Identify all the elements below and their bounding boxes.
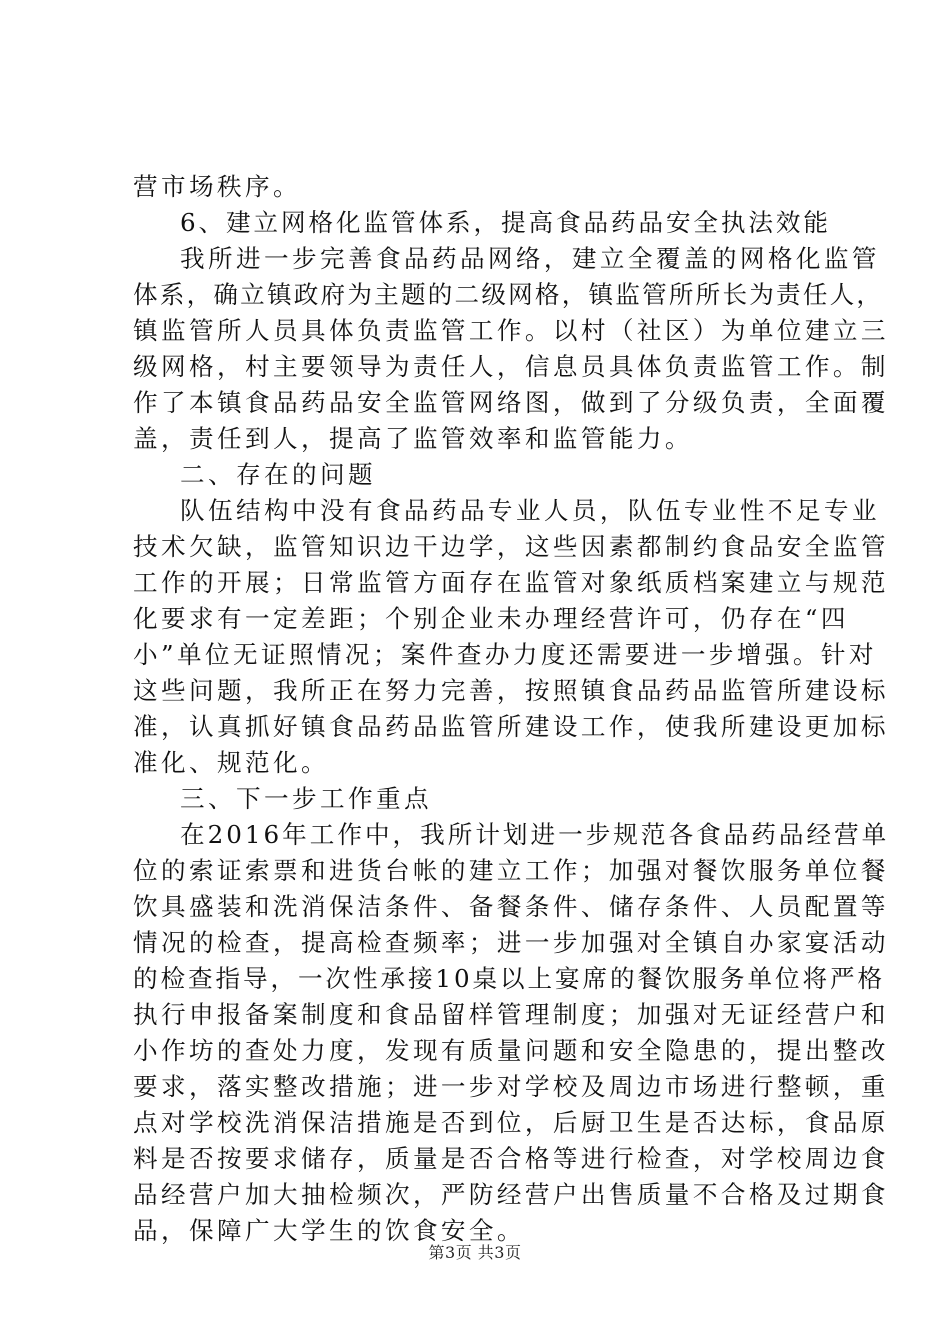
text-line: 品，保障广大学生的饮食安全。 bbox=[133, 1216, 525, 1245]
text-line: 准化、规范化。 bbox=[133, 748, 329, 777]
text-line: 执行申报备案制度和食品留样管理制度；加强对无证经营户和 bbox=[133, 1000, 889, 1029]
text-line: 化要求有一定差距；个别企业未办理经营许可，仍存在“四 bbox=[133, 604, 849, 633]
text-line: 这些问题，我所正在努力完善，按照镇食品药品监管所建设标 bbox=[133, 676, 889, 705]
text-line: 要求，落实整改措施；进一步对学校及周边市场进行整顿，重 bbox=[133, 1072, 889, 1101]
text-line: 镇监管所人员具体负责监管工作。以村（社区）为单位建立三 bbox=[133, 316, 889, 345]
text-line: 体系，确立镇政府为主题的二级网格，镇监管所所长为责任人， bbox=[133, 280, 884, 309]
text-line: 工作的开展；日常监管方面存在监管对象纸质档案建立与规范 bbox=[133, 568, 889, 597]
text-line: 盖，责任到人，提高了监管效率和监管能力。 bbox=[133, 424, 693, 453]
text-line: 技术欠缺，监管知识边干边学，这些因素都制约食品安全监管 bbox=[133, 532, 889, 561]
text-line: 饮具盛装和洗消保洁条件、备餐条件、储存条件、人员配置等 bbox=[133, 892, 889, 921]
text-line: 队伍结构中没有食品药品专业人员，队伍专业性不足专业 bbox=[180, 496, 880, 525]
text-line: 级网格，村主要领导为责任人，信息员具体负责监管工作。制 bbox=[133, 352, 889, 381]
text-line: 料是否按要求储存，质量是否合格等进行检查，对学校周边食 bbox=[133, 1144, 889, 1173]
text-line: 的检查指导，一次性承接10桌以上宴席的餐饮服务单位将严格 bbox=[133, 964, 885, 993]
section-heading: 6、建立网格化监管体系，提高食品药品安全执法效能 bbox=[180, 208, 831, 237]
text-line: 在2016年工作中，我所计划进一步规范各食品药品经营单 bbox=[180, 820, 890, 849]
text-line: 位的索证索票和进货台帐的建立工作；加强对餐饮服务单位餐 bbox=[133, 856, 889, 885]
text-line: 我所进一步完善食品药品网络，建立全覆盖的网格化监管 bbox=[180, 244, 880, 273]
text-line: 情况的检查，提高检查频率；进一步加强对全镇自办家宴活动 bbox=[133, 928, 889, 957]
text-line: 营市场秩序。 bbox=[133, 172, 301, 201]
text-line: 点对学校洗消保洁措施是否到位，后厨卫生是否达标，食品原 bbox=[133, 1108, 889, 1137]
text-line: 小”单位无证照情况；案件查办力度还需要进一步增强。针对 bbox=[133, 640, 877, 669]
text-line: 小作坊的查处力度，发现有质量问题和安全隐患的，提出整改 bbox=[133, 1036, 889, 1065]
section-heading: 三、下一步工作重点 bbox=[180, 784, 432, 813]
text-line: 准，认真抓好镇食品药品监管所建设工作，使我所建设更加标 bbox=[133, 712, 889, 741]
text-line: 作了本镇食品药品安全监管网络图，做到了分级负责，全面覆 bbox=[133, 388, 889, 417]
page-number-footer: 第3页 共3页 bbox=[428, 1243, 522, 1262]
text-line: 品经营户加大抽检频次，严防经营户出售质量不合格及过期食 bbox=[133, 1180, 889, 1209]
section-heading: 二、存在的问题 bbox=[180, 460, 376, 489]
